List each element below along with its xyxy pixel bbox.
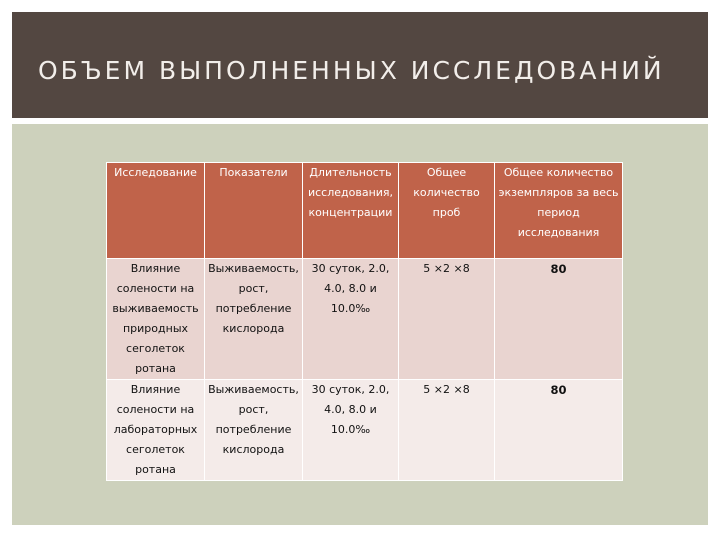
header-study: Исследование bbox=[107, 163, 205, 259]
cell-specimen-count: 80 bbox=[495, 380, 623, 481]
slide-title: ОБЪЕМ ВЫПОЛНЕННЫХ ИССЛЕДОВАНИЙ bbox=[38, 56, 665, 85]
cell-duration: 30 суток, 2.0, 4.0, 8.0 и 10.0‰ bbox=[303, 259, 399, 380]
header-sample-count: Общее количество проб bbox=[399, 163, 495, 259]
cell-duration: 30 суток, 2.0, 4.0, 8.0 и 10.0‰ bbox=[303, 380, 399, 481]
table-row bbox=[107, 259, 623, 380]
cell-specimen-count: 80 bbox=[495, 259, 623, 380]
cell-sample-count: 5 ×2 ×8 bbox=[399, 259, 495, 380]
data-table bbox=[106, 162, 623, 481]
cell-study: Влияние солености на лабораторных сеголеток ротана bbox=[107, 380, 205, 481]
cell-indicators: Выживаемость, рост, потребление кислорода bbox=[205, 259, 303, 380]
cell-sample-count: 5 ×2 ×8 bbox=[399, 380, 495, 481]
cell-study: Влияние солености на выживаемость природных сеголеток ротана bbox=[107, 259, 205, 380]
cell-indicators: Выживаемость, рост, потребление кислорода bbox=[205, 380, 303, 481]
table-row bbox=[107, 380, 623, 481]
header-specimen-count: Общее количество экземпляров за весь период исследования bbox=[495, 163, 623, 259]
header-indicators: Показатели bbox=[205, 163, 303, 259]
table-header-row bbox=[107, 163, 623, 259]
header-duration: Длительность исследования, концентрации bbox=[303, 163, 399, 259]
